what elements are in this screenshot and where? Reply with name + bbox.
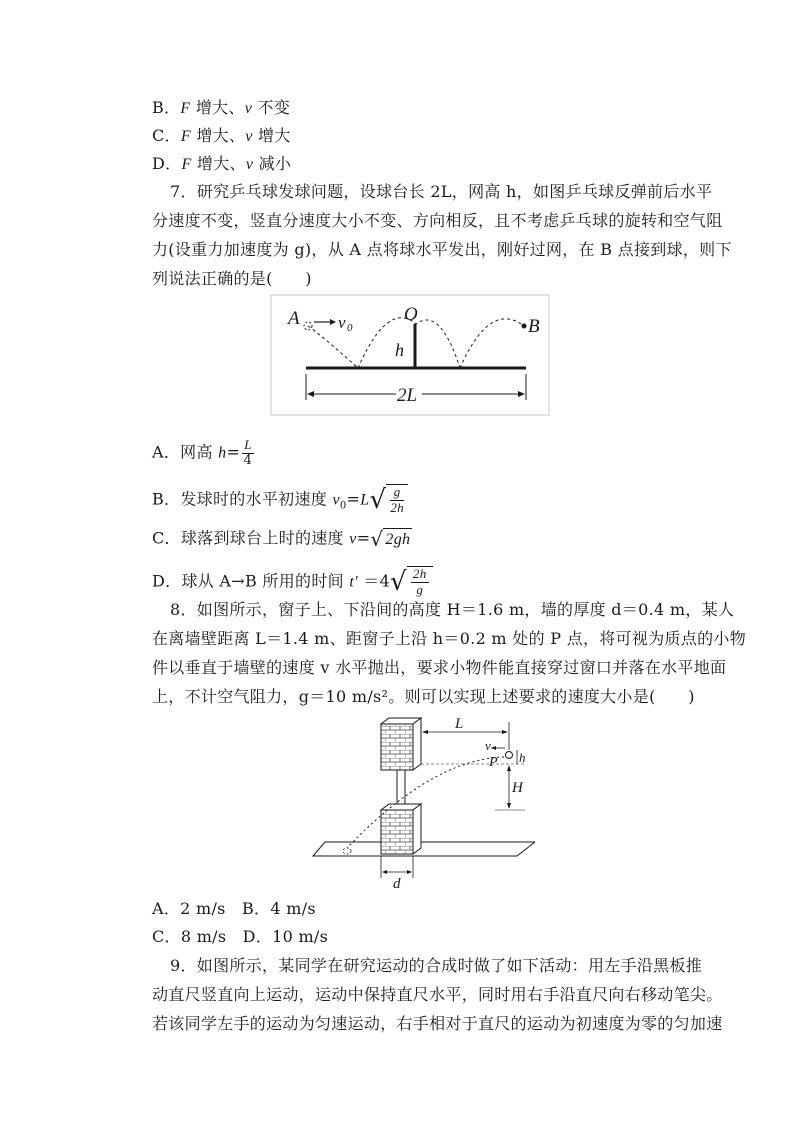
v0-arrowhead (330, 319, 336, 325)
q8-stem-line-3: 件以垂直于墙壁的速度 v 水平抛出，要求小物件能直接穿过窗口并落在水平地面 (152, 658, 727, 677)
q8-stem-line-2: 在离墙壁距离 L＝1.4 m、距窗子上沿 h＝0.2 m 处的 P 点，将可视为质点的小物 (152, 629, 747, 648)
lower-wall-front (381, 810, 413, 854)
q6-option-d: D．F 增大、v 减小 (152, 154, 292, 173)
q7-stem-line-4: 列说法正确的是( ) (152, 269, 312, 288)
upper-wall-side (413, 718, 421, 770)
label-2L: 2L (397, 385, 418, 406)
ball-end (522, 324, 527, 329)
label-v0: v (338, 313, 346, 332)
q8-options-row-2: C．8 m/s D．10 m/s (152, 927, 329, 946)
q7-stem-line-1: 7．研究乒乓球发球问题，设球台长 2L，网高 h，如图乒乓球反弹前后水平 (170, 182, 713, 201)
lower-wall-side (413, 804, 421, 854)
q8-stem-line-1: 8．如图所示，窗子上、下沿间的高度 H＝1.6 m，墙的厚度 d＝0.4 m，某人 (170, 600, 735, 619)
label-v0-sub: 0 (347, 322, 353, 334)
label-A: A (288, 308, 300, 329)
q7-stem-line-3: 力(设重力加速度为 g)，从 A 点将球水平发出，刚好过网，在 B 点接到球，则下 (152, 240, 732, 259)
q9-stem-line-1: 9．如图所示，某同学在研究运动的合成时做了如下活动：用左手沿黑板推 (170, 956, 703, 975)
label-B: B (528, 316, 540, 337)
q7-figure (270, 294, 550, 416)
label-P: P (489, 755, 498, 770)
label-v: v (485, 738, 491, 753)
upper-wall-front (381, 724, 413, 770)
landing-point (343, 848, 351, 854)
q9-stem-line-3: 若该同学左手的运动为匀速运动，右手相对于直尺的运动为初速度为零的匀加速 (152, 1014, 723, 1033)
trajectory (347, 757, 509, 848)
q8-stem-line-4: 上，不计空气阻力，g＝10 m/s²。则可以实现上述要求的速度大小是( ) (152, 687, 695, 706)
label-O: O (404, 304, 418, 325)
label-h: h (395, 340, 404, 360)
object-P (506, 752, 513, 759)
ground (313, 842, 535, 856)
label-d: d (393, 876, 401, 890)
q9-stem-line-2: 动直尺竖直向上运动，运动中保持直尺水平，同时用右手沿直尺向右移动笔尖。 (152, 985, 723, 1004)
q6-option-b: B．F 增大、v 不变 (152, 98, 291, 117)
q6-option-c: C．F 增大、v 增大 (152, 126, 291, 145)
label-H: H (512, 780, 523, 796)
q7-option-c: C．球落到球台上时的速度 v=√ 2gh (152, 527, 411, 551)
q7-stem-line-2: 分速度不变，竖直分速度大小不变、方向相反，且不考虑乒乓球的旋转和空气阻 (152, 211, 723, 230)
q8-options-row-1: A．2 m/s B．4 m/s (152, 899, 316, 918)
label-L: L (455, 716, 464, 732)
trajectory-2 (358, 318, 460, 368)
label-h: h (519, 750, 526, 765)
q7-option-d: D．球从 A→B 所用的时间 t′ ＝4√ $\frac{2h}{g}$ (152, 566, 433, 598)
dim-arrow-right (518, 391, 525, 397)
q7-option-a: A．网高 h= $\frac{L}{4}$ (152, 437, 253, 468)
q7-option-b: B．发球时的水平初速度 $v_0=L√$ $\frac{g}{2h}$ (152, 484, 408, 517)
trajectory-3 (460, 319, 524, 368)
q8-figure (295, 710, 535, 890)
dim-arrow-left (307, 391, 314, 397)
